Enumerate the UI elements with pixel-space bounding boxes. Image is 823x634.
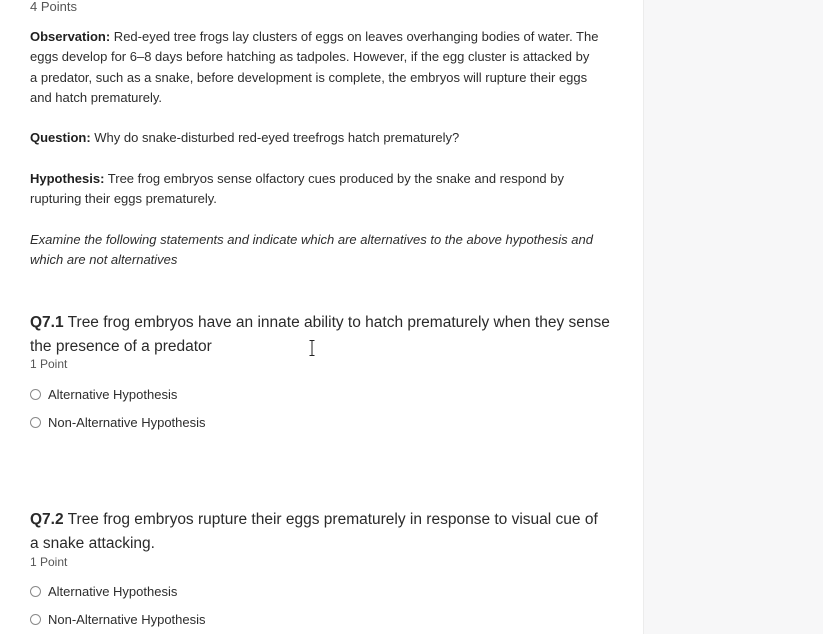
q7-2-option-non-alternative[interactable]: [30, 612, 206, 627]
q7-2-option-alternative[interactable]: [30, 584, 177, 599]
question-7-1-points: 1 Point: [30, 357, 68, 371]
question-7-1-text: Tree frog embryos have an innate ability to hatch prematurely when they sense the presence of a predator: [30, 314, 610, 355]
radio-button[interactable]: [30, 586, 41, 597]
hypothesis-label: Hypothesis:: [30, 171, 105, 186]
question-7-2-title: [30, 508, 610, 555]
question-paragraph: [30, 128, 600, 148]
option-label: Alternative Hypothesis: [48, 387, 178, 402]
hypothesis-text: Tree frog embryos sense olfactory cues produced by the snake and respond by rupturing their eggs prematurely.: [30, 171, 565, 207]
hypothesis-paragraph: [30, 169, 600, 210]
option-label: Non-Alternative Hypothesis: [48, 415, 206, 430]
q7-1-option-alternative[interactable]: [30, 387, 177, 402]
instruction-text: Examine the following statements and indicate which are alternatives to the above hypothesis and which are not alternatives: [30, 232, 593, 268]
observation-label: Observation:: [30, 29, 111, 44]
question-7-2-points: 1 Point: [30, 555, 68, 569]
q7-1-option-non-alternative[interactable]: [30, 415, 206, 430]
observation-paragraph: [30, 27, 600, 109]
question-7-2-number: Q7.2: [30, 511, 64, 528]
question-7-2-text: Tree frog embryos rupture their eggs prematurely in response to visual cue of a snake attacking.: [30, 511, 598, 552]
text-cursor-icon: [309, 340, 315, 356]
radio-button[interactable]: [30, 417, 41, 428]
question-label: Question:: [30, 130, 91, 145]
question-text: Why do snake-disturbed red-eyed treefrogs hatch prematurely?: [90, 130, 460, 145]
radio-button[interactable]: [30, 614, 41, 625]
question-7-1-title: [30, 311, 610, 358]
radio-button[interactable]: [30, 389, 41, 400]
question-7-1-number: Q7.1: [30, 314, 64, 331]
question-points: 4 Points: [30, 0, 77, 14]
option-label: Alternative Hypothesis: [48, 584, 178, 599]
option-label: Non-Alternative Hypothesis: [48, 612, 206, 627]
observation-text: Red-eyed tree frogs lay clusters of eggs on leaves overhanging bodies of water. The eggs develop for 6–8 days before hatching as tadpoles. However, if the egg cluster is attacked by a predator, such as a snake, before development is complete, the embryos will rupture their eggs and hatch prematurely.: [30, 29, 599, 106]
right-gutter: [644, 0, 823, 634]
